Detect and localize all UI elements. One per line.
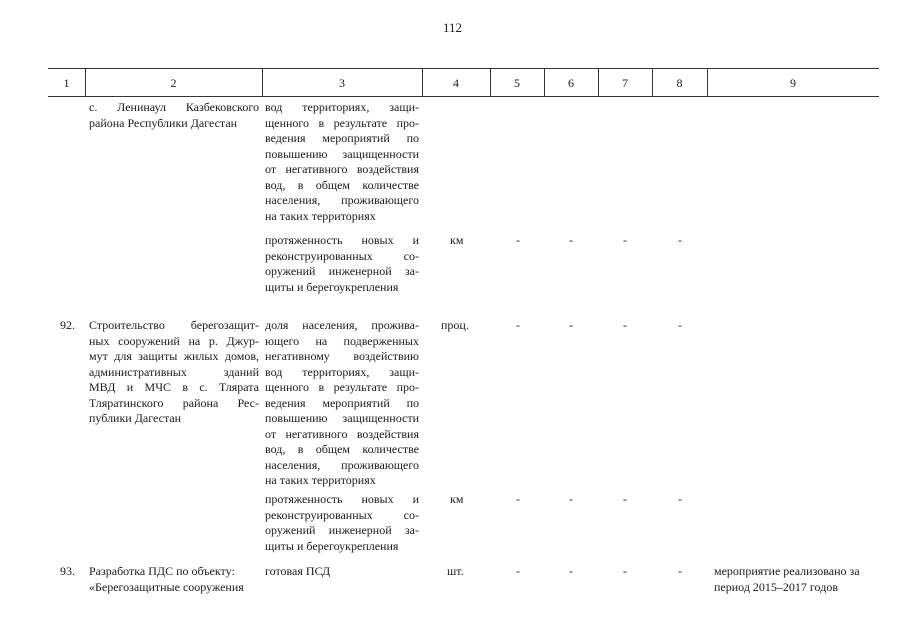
indicator-text: протяженность новых и реконструированных со- оружений инженерной за- щиты и берегоукрепления — [265, 233, 419, 294]
header-cell: 1 — [63, 76, 70, 90]
value-col8: - — [678, 233, 682, 247]
value-col6: - — [569, 233, 573, 247]
value-col8: - — [678, 492, 682, 506]
value-col7: - — [623, 233, 627, 247]
indicator-text: доля населения, прожива- ющего на подверженных негативному воздействию вод территориях, защи- щенного в результате про- ведения мероприятий по повышению защищенности от негативного воздействия вод, в общем количестве населения, проживающего на таких территориях — [265, 318, 419, 487]
page-number: 112 — [442, 20, 463, 35]
header-cell: 3 — [339, 76, 345, 90]
value-col5: - — [516, 492, 520, 506]
header-cell: 8 — [676, 76, 683, 90]
unit: проц. — [441, 318, 469, 332]
note: мероприятие реализовано за период 2015–2017 годов — [714, 564, 860, 594]
header-cell: 9 — [790, 76, 796, 90]
header-top-rule — [48, 68, 879, 69]
value-col7: - — [623, 564, 627, 578]
value-col8: - — [678, 564, 682, 578]
row-number: 93. — [60, 564, 75, 578]
header-cell: 5 — [514, 76, 520, 90]
unit: км — [450, 233, 464, 247]
value-col6: - — [569, 492, 573, 506]
header-cell: 4 — [453, 76, 459, 90]
value-col7: - — [623, 492, 627, 506]
indicator-text: вод территориях, защи- щенного в результате про- ведения мероприятий по повышению защищенности от негативного воздействия вод, в общем количестве населения, проживающего на таких территориях — [265, 100, 419, 223]
value-col5: - — [516, 233, 520, 247]
indicator-text: готовая ПСД — [265, 564, 331, 578]
header-bottom-rule — [48, 96, 879, 97]
value-col5: - — [516, 564, 520, 578]
header-cell: 7 — [622, 76, 628, 90]
value-col6: - — [569, 318, 573, 332]
value-col5: - — [516, 318, 520, 332]
indicator-text: протяженность новых и реконструированных со- оружений инженерной за- щиты и берегоукрепления — [265, 492, 419, 553]
measure-name: Строительство берегозащит- ных сооружений на р. Джур- мут для защиты жилых домов, административных зданий МВД и МЧС в с. Тлярата Тляратинского района Рес- публики Дагестан — [89, 318, 259, 425]
value-col6: - — [569, 564, 573, 578]
row-number: 92. — [60, 318, 75, 332]
unit: км — [450, 492, 464, 506]
unit: шт. — [447, 564, 464, 578]
value-col8: - — [678, 318, 682, 332]
measure-name: Разработка ПДС по объекту: «Берегозащитные сооружения — [89, 564, 244, 594]
measure-name: с. Ленинаул Казбековского района Республики Дагестан — [89, 100, 259, 130]
header-cell: 2 — [170, 76, 177, 90]
header-cell: 6 — [568, 76, 574, 90]
value-col7: - — [623, 318, 627, 332]
